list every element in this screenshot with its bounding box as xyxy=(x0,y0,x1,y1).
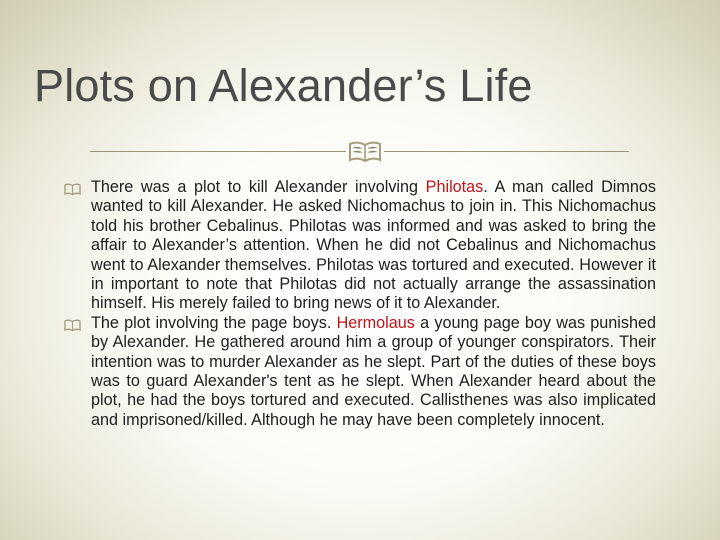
book-bullet-icon xyxy=(64,319,81,331)
bullet-item-philotas xyxy=(64,178,656,314)
bullet-text-after: . A man called Dimnos wanted to kill Alexander. He asked Nichomachus to join in. This Nichomachus told his brother Cebalinus. Philotas was informed and was asked to bring the affair to Alexander’s attention. When he did not Cebalinus and Nichomachus went to Alexander themselves. Philotas was tortured and executed. However it in important to note that Philotas did not actually arrange the assassination himself. His merely failed to bring news of it to Alexander. xyxy=(91,178,656,313)
bullet-item-page-boys xyxy=(64,314,656,430)
book-icon xyxy=(348,140,382,162)
bullet-text-before: There was a plot to kill Alexander involving xyxy=(91,178,426,196)
title-divider-right xyxy=(384,151,629,152)
bullet-list xyxy=(64,178,656,430)
book-bullet-icon xyxy=(64,183,81,195)
title-divider-left xyxy=(90,151,346,152)
slide-title: Plots on Alexander’s Life xyxy=(34,60,533,111)
highlighted-name-hermolaus: Hermolaus xyxy=(336,313,415,332)
highlighted-name-philotas: Philotas xyxy=(425,178,484,196)
bullet-text-after: a young page boy was punished by Alexander. He gathered around him a group of younger conspirators. Their intention was to murder Alexander as he slept. Part of the duties of these boys was to guard Alexander's tent as he slept. When Alexander heard about the plot, he had the boys tortured and executed. Callisthenes was also implicated and imprisoned/killed. Although he may have been completely innocent. xyxy=(91,313,656,429)
bullet-text-before: The plot involving the page boys. xyxy=(91,313,337,332)
